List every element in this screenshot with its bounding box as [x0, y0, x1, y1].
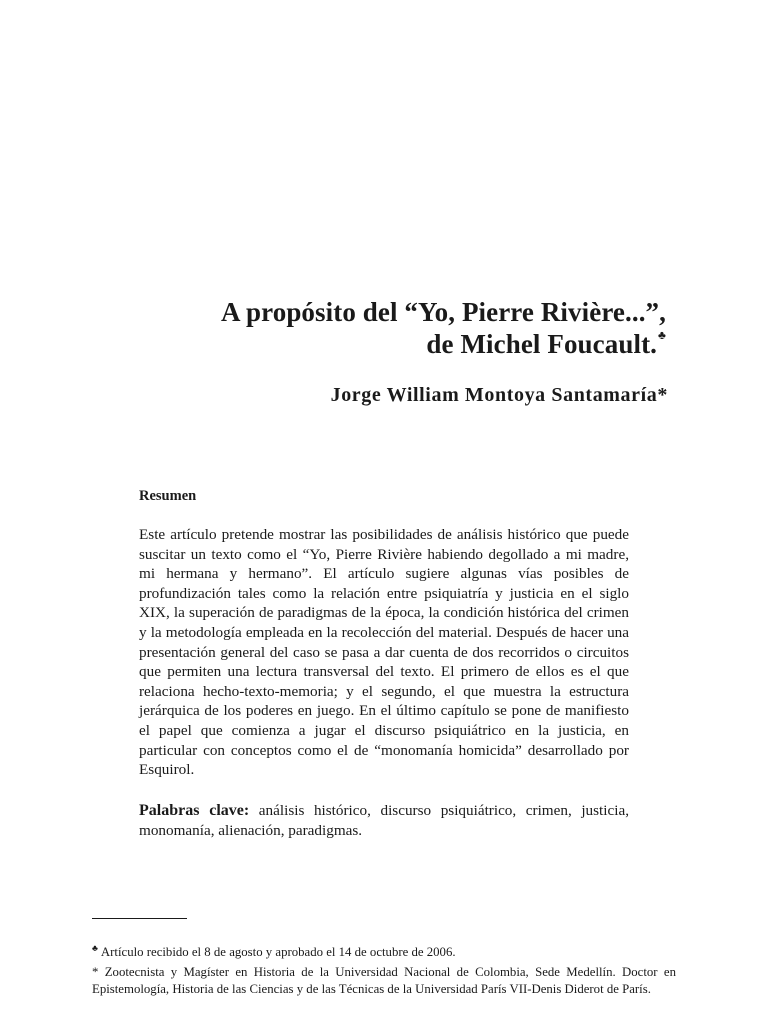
- title-line-1-text: A propósito del “Yo, Pierre Rivière...”,: [221, 297, 666, 327]
- title-line-2-text: de Michel Foucault.: [426, 329, 658, 359]
- footnote-1-text: Artículo recibido el 8 de agosto y aprobado el 14 de octubre de 2006.: [100, 945, 456, 959]
- abstract-body: Este artículo pretende mostrar las posibilidades de análisis histórico que puede suscitar un texto como el “Yo, Pierre Rivière habiendo degollado a mi madre, mi hermana y hermano”. El artículo sugiere algunas vías posibles de profundización tales como la relación entre psiquiatría y justicia en el siglo XIX, la superación de paradigmas de la época, la condición histórica del crimen y la metodología empleada en la recolección del material. Después de hacer una presentación general del caso se pasa a dar cuenta de dos recorridos o circuitos que permiten una lectura transversal del texto. El primero de ellos es el que relaciona hecho-texto-memoria; y el segundo, el que muestra la estructura jerárquica de los poderes en juego. En el último capítulo se pone de manifiesto el papel que comienza a jugar el discurso psiquiátrico en la justicia, en particular con conceptos como el de “monomanía homicida” desarrollado por Esquirol.: [139, 526, 629, 779]
- footnote-2: [92, 964, 676, 998]
- footnote-divider: [92, 918, 187, 919]
- keywords-text: análisis histórico, discurso psiquiátrico, crimen, justicia, monomanía, alienación, paradigmas.: [139, 802, 629, 839]
- footnote-2-text: * Zootecnista y Magíster en Historia de la Universidad Nacional de Colombia, Sede Medellín. Doctor en Epistemología, Historia de las Ciencias y de las Técnicas de la Universidad París VII-Denis Diderot de París.: [92, 965, 676, 996]
- article-title-line-2: [106, 328, 666, 365]
- article-title: [106, 296, 666, 365]
- title-footnote-mark: ♣: [658, 328, 666, 342]
- footnote-1-mark: ♣: [92, 943, 98, 953]
- abstract-heading: Resumen: [139, 488, 197, 504]
- keywords: [139, 801, 629, 840]
- footnotes: [92, 944, 676, 1000]
- article-title-line-1: [106, 296, 666, 328]
- keywords-label: Palabras clave:: [139, 802, 250, 819]
- footnote-1: [92, 944, 676, 962]
- article-author: Jorge William Montoya Santamaría*: [330, 384, 668, 406]
